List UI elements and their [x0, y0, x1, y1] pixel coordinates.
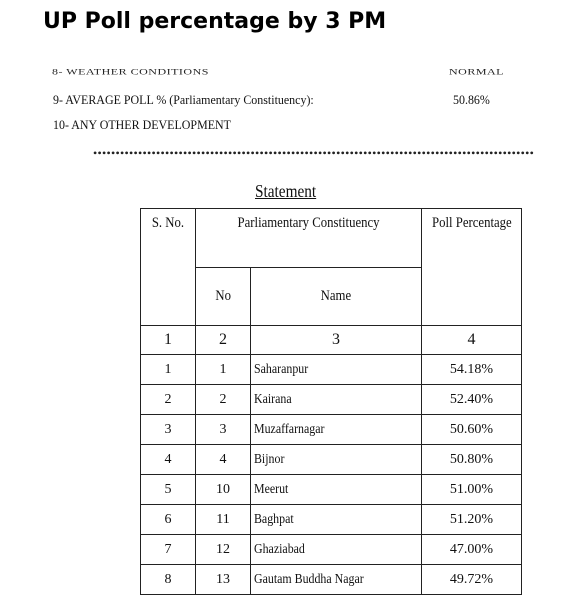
- row-constituency-no: 12: [196, 535, 251, 565]
- row-poll-percentage: 50.60%: [422, 415, 522, 445]
- constituency-header: Parliamentary Constituency: [196, 209, 422, 268]
- table-row: [141, 355, 522, 385]
- poll-table: [140, 208, 522, 595]
- row-constituency-name: Meerut: [251, 475, 422, 505]
- column-number-4: 4: [422, 326, 522, 355]
- row-sno: 7: [141, 535, 196, 565]
- row-poll-percentage: 52.40%: [422, 385, 522, 415]
- poll-percentage-header: Poll Percentage: [422, 209, 522, 326]
- column-number-2: 2: [196, 326, 251, 355]
- row-constituency-name: Ghaziabad: [251, 535, 422, 565]
- average-poll-value: 50.86%: [453, 92, 490, 107]
- column-number-1: 1: [141, 326, 196, 355]
- row-sno: 8: [141, 565, 196, 595]
- table-row: [141, 415, 522, 445]
- column-number-3: 3: [251, 326, 422, 355]
- statement-heading: Statement: [255, 181, 317, 201]
- table-row: [141, 475, 522, 505]
- row-poll-percentage: 47.00%: [422, 535, 522, 565]
- row-sno: 6: [141, 505, 196, 535]
- row-sno: 3: [141, 415, 196, 445]
- table-row: [141, 385, 522, 415]
- row-constituency-no: 4: [196, 445, 251, 475]
- dotted-separator: ••••••••••••••••••••••••••••••••••••••••••••••••••••••••••••••••••••••••••••••••••••••••••••••••••: [93, 146, 535, 160]
- weather-conditions-line: 8- WEATHER CONDITIONS: [52, 66, 209, 77]
- row-constituency-name: Gautam Buddha Nagar: [251, 565, 422, 595]
- row-constituency-name: Bijnor: [251, 445, 422, 475]
- average-poll-label: 9- AVERAGE POLL % (Parliamentary Constituency):: [53, 92, 314, 107]
- row-constituency-no: 2: [196, 385, 251, 415]
- page-headline: UP Poll percentage by 3 PM: [43, 9, 387, 34]
- row-constituency-no: 3: [196, 415, 251, 445]
- row-poll-percentage: 51.00%: [422, 475, 522, 505]
- name-header: Name: [251, 268, 422, 326]
- table-row: [141, 565, 522, 595]
- row-sno: 4: [141, 445, 196, 475]
- row-constituency-no: 13: [196, 565, 251, 595]
- row-sno: 5: [141, 475, 196, 505]
- table-row: [141, 505, 522, 535]
- row-constituency-name: Saharanpur: [251, 355, 422, 385]
- row-poll-percentage: 49.72%: [422, 565, 522, 595]
- row-sno: 1: [141, 355, 196, 385]
- row-constituency-name: Kairana: [251, 385, 422, 415]
- row-constituency-no: 10: [196, 475, 251, 505]
- table-row: [141, 445, 522, 475]
- sno-header: S. No.: [141, 209, 196, 326]
- row-constituency-no: 11: [196, 505, 251, 535]
- weather-conditions-value: NORMAL: [449, 66, 505, 77]
- row-constituency-no: 1: [196, 355, 251, 385]
- row-sno: 2: [141, 385, 196, 415]
- table-row: [141, 535, 522, 565]
- other-development-label: 10- ANY OTHER DEVELOPMENT: [53, 117, 231, 132]
- row-constituency-name: Baghpat: [251, 505, 422, 535]
- row-poll-percentage: 51.20%: [422, 505, 522, 535]
- no-header: No: [196, 268, 251, 326]
- row-poll-percentage: 50.80%: [422, 445, 522, 475]
- row-constituency-name: Muzaffarnagar: [251, 415, 422, 445]
- row-poll-percentage: 54.18%: [422, 355, 522, 385]
